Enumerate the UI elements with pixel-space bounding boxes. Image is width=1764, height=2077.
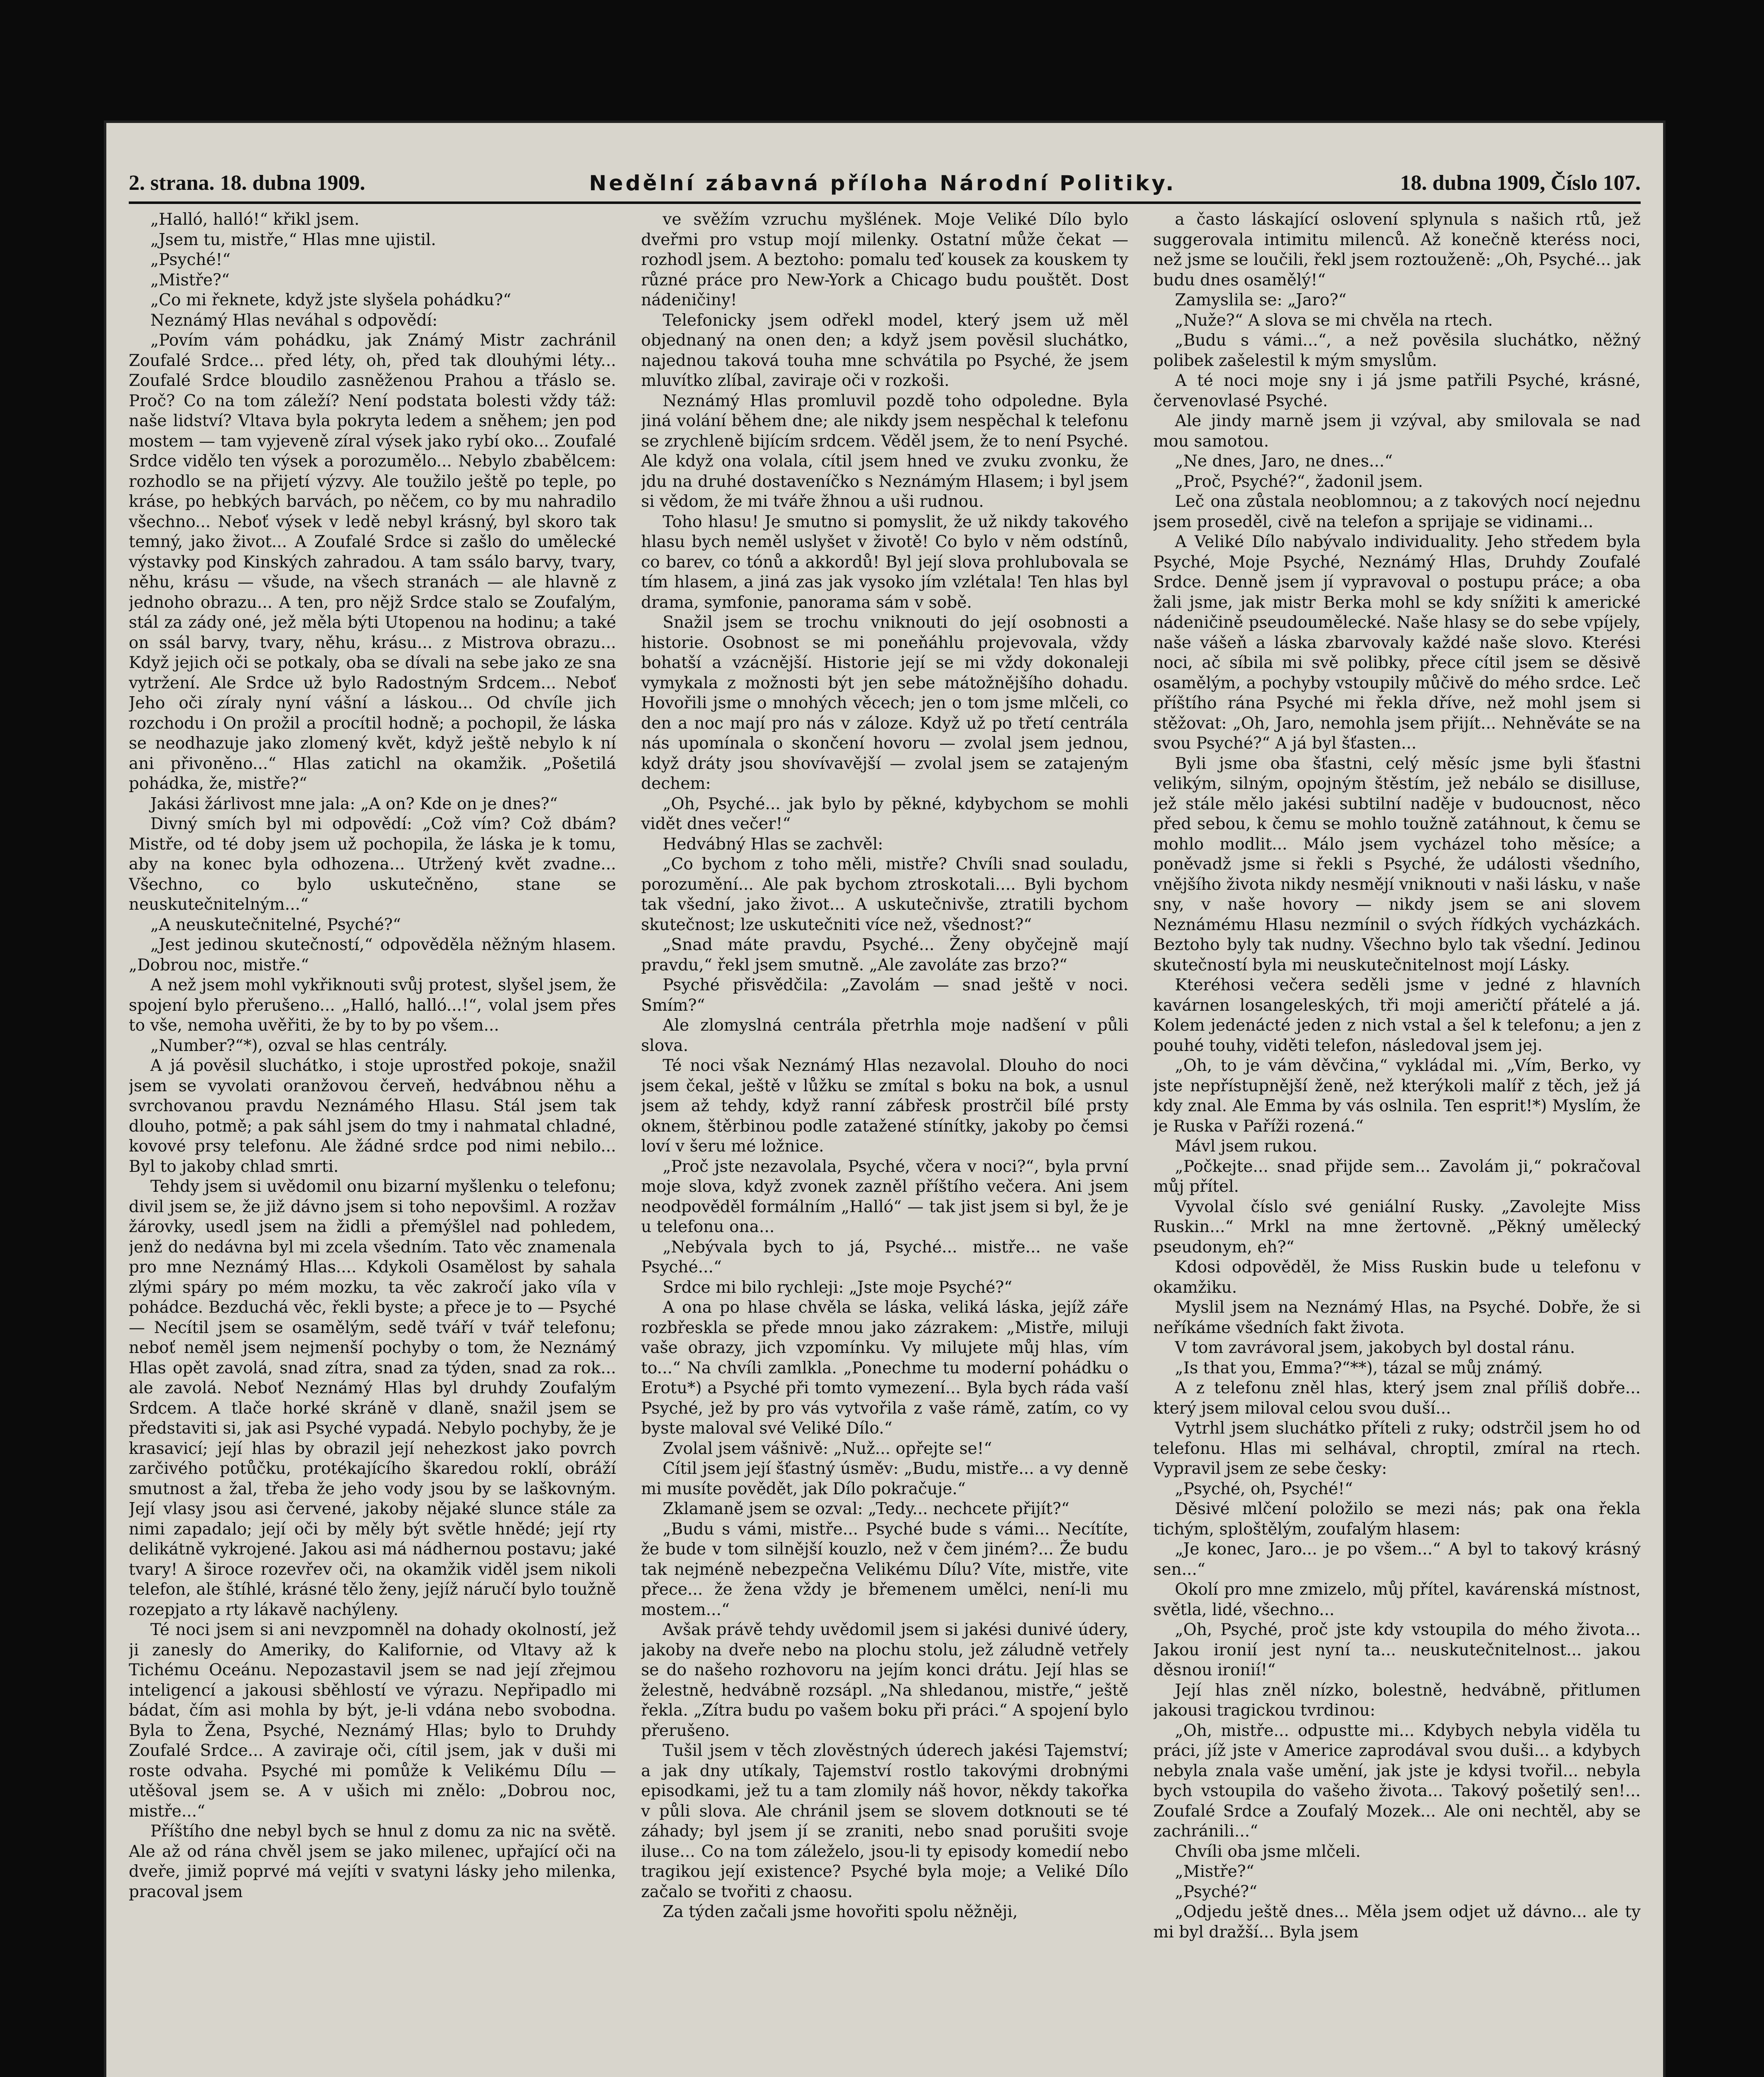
paragraph: Hedvábný Hlas se zachvěl: (662, 835, 883, 854)
column-1 (129, 210, 616, 2077)
paragraph: Tušil jsem v těch zlověstných úderech jakési Tajemství; a jak dny utíkaly, Tajemství rostlo takovými drobnými episodkami, jež tu a tam zlomily náš hovor, někdy takořka v půli slova. Ale chránil jsem se slovem dotknouti se té záhady; byl jsem jí se zraniti, nebo snad porušiti svoje iluse... Co na tom záleželo, jsou-li ty episody komedií nebo tragikou její existence? Psyché byla moje; a Veliké Dílo začalo se tvořiti z chaosu. (641, 1741, 1129, 1901)
paragraph: Mávl jsem rukou. (1175, 1137, 1317, 1156)
paragraph: Ale jindy marně jsem ji vzýval, aby smilovala se nad mou samotou. (1153, 412, 1641, 451)
paragraph: Avšak právě tehdy uvědomil jsem si jakési dunivé údery, jakoby na dveře nebo na plochu stolu, jež záludně vetřely se do našeho rozhovoru na jejím konci drátu. Její hlas se želestně, hedvábně rozsápl. „Na shledanou, mistře,“ ještě řekla. „Zítra budu po vašem boku při práci.“ A spojení bylo přerušeno. (641, 1620, 1129, 1740)
paragraph: „Ne dnes, Jaro, ne dnes...“ (1175, 452, 1393, 471)
paragraph: „Oh, to je vám děvčina,“ vykládal mi. „Vím, Berko, vy jste nepřístupnější ženě, než kterýkoli malíř z těch, jež já kdy znal. Ale Emma by vás oslnila. Ten esprit!*) Myslím, že je Ruska v Paříži rozená.“ (1153, 1056, 1641, 1136)
paragraph: Zamyslila se: „Jaro?“ (1175, 291, 1347, 309)
paragraph: Vytrhl jsem sluchátko příteli z ruky; odstrčil jsem ho od telefonu. Hlas mi selhával, chroptil, zmíral na rtech. Vypravil jsem ze sebe česky: (1153, 1419, 1641, 1478)
paragraph: Zklamaně jsem se ozval: „Tedy... nechcete přijít?“ (662, 1500, 1070, 1518)
paragraph: „Mistře?“ (150, 270, 230, 290)
paragraph: A ona po hlase chvěla se láska, veliká láska, jejíž záře rozbřeskla se přede mnou jako zázrakem: „Mistře, miluji vaše obrazy, jich vzpomínku. Vy milujete můj hlas, vím to...“ Na chvíli zamlkla. „Ponechme tu moderní pohádku o Erotu*) a Psyché při tomto vymezení... Byla bych ráda vaší Psyché, jež by pro vás vytvořila z vaše rámě, zatím, co vy byste maloval své Veliké Dílo.“ (641, 1298, 1129, 1438)
paragraph: „Budu s vámi, mistře... Psyché bude s vámi... Necítíte, že bude v tom silnější kouzlo, než v čem jiném?... Že budu tak nejméně nebezpečna Velikému Dílu? Víte, mistře, vite přece... že žena vždy je břemenem umělci, není-li mu mostem...“ (641, 1520, 1129, 1619)
text-columns (129, 210, 1641, 2077)
paragraph: Zvolal jsem vášnivě: „Nuž... opřejte se!“ (662, 1439, 992, 1458)
paragraph: „Odjedu ještě dnes... Měla jsem odjet už dávno... ale ty mi byl dražší... Byla jsem (1153, 1903, 1641, 1942)
paragraph: Děsivé mlčení položilo se mezi nás; pak ona řekla tichým, sploštělým, zoufalým hlasem: (1153, 1500, 1641, 1539)
paragraph: „Budu s vámi...“, a než pověsila sluchátko, něžný polibek zašelestil k mým smyslům. (1153, 331, 1641, 370)
paragraph: Kteréhosi večera seděli jsme v jedné z hlavních kavárnen losangeleských, tři moji američtí přátelé a já. Kolem jedenácté jeden z nich vstal a šel k telefonu; a jen z pouhé touhy, viděti telefon, následoval jsem jej. (1153, 976, 1641, 1055)
newspaper-page (104, 120, 1666, 2077)
paragraph: Její hlas zněl nízko, bolestně, hedvábně, přitlumen jakousi tragickou tvrdinou: (1153, 1681, 1641, 1720)
paragraph: Chvíli oba jsme mlčeli. (1175, 1842, 1361, 1861)
paragraph: Za týden začali jsme hovořiti spolu něžněji, (662, 1903, 1018, 1921)
paragraph: Vyvolal číslo své geniální Rusky. „Zavolejte Miss Ruskin...“ Mrkl na mne žertovně. „Pěkný umělecký pseudonym, eh?“ (1153, 1197, 1641, 1257)
paragraph: A než jsem mohl vykřiknouti svůj protest, slyšel jsem, že spojení bylo přerušeno... „Halló, halló...!“, volal jsem přes to vše, nemoha uvěřiti, že by to by po všem... (129, 976, 616, 1035)
paragraph: Kdosi odpověděl, že Miss Ruskin bude u telefonu v okamžiku. (1153, 1258, 1641, 1297)
paragraph: „Oh, Psyché, proč jste kdy vstoupila do mého života... Jakou ironií jest nyní ta... neuskutečnitelnost... jakou děsnou ironií!“ (1153, 1620, 1641, 1679)
page-header (129, 166, 1641, 195)
paragraph: A té noci moje sny i já jsme patřili Psyché, krásné, červenovlasé Psyché. (1153, 371, 1641, 410)
paragraph: Ale zlomyslná centrála přetrhla moje nadšení v půli slova. (641, 1016, 1129, 1055)
paragraph: „Proč jste nezavolala, Psyché, včera v noci?“, byla první moje slova, když zvonek zazněl příštího večera. Ani jsem neodpověděl formálním „Halló“ — tak jist jsem si byl, že je u telefonu ona... (641, 1157, 1129, 1236)
paragraph: Srdce mi bilo rychleji: „Jste moje Psyché?“ (662, 1278, 1013, 1297)
paragraph: Byli jsme oba šťastni, celý měsíc jsme byli šťastni velikým, silným, opojným štěstím, jež nebálo se disilluse, jež stále mělo jakési subtilní naděje v budoucnost, něco před sebou, k čemu se mohlo toužně zatáhnout, k čemu se mohlo modlit... Málo jsem vycházel toho měsíce; a poněvadž jsme si řekli s Psyché, že události všedního, vnějšího života nikdy nesmějí vniknouti v naši lásku, v naše sny, v naše hovory — nikdy jsem se ani slovem Neznámému Hlasu nezmínil o svých řídkých vycházkách. Beztoho byly tak nudny. Všechno bylo tak všední. Jedinou skutečností byla mi neuskutečnitelnost mojí Lásky. (1153, 754, 1641, 975)
paragraph: „Snad máte pravdu, Psyché... Ženy obyčejně mají pravdu,“ řekl jsem smutně. „Ale zavoláte zas brzo?“ (641, 935, 1129, 975)
column-2 (641, 210, 1128, 2077)
paragraph: Psyché přisvědčila: „Zavolám — snad ještě v noci. Smím?“ (641, 976, 1129, 1015)
paragraph: Neznámý Hlas neváhal s odpovědí: (150, 311, 438, 330)
paragraph: „Počkejte... snad přijde sem... Zavolám ji,“ pokračoval můj přítel. (1153, 1157, 1641, 1196)
paragraph: Té noci jsem si ani nevzpomněl na dohady okolností, jež ji zanesly do Ameriky, do Kalifornie, od Vltavy až k Tichému Oceánu. Nepozastavil jsem se nad její zřejmou inteligencí a jakousi sběhlostí ve výrazu. Nepřipadlo mi bádat, čím asi mohla by být, je-li vdána nebo svobodna. Byla to Žena, Psyché, Neznámý Hlas; bylo to Druhdy Zoufalé Srdce... A zaviraje oči, cítil jsem, jak v duši mi roste odvaha. Psyché mi pomůže k Velikému Dílu — utěšoval jsem se. A v ušich mi znělo: „Dobrou noc, mistře...“ (129, 1620, 616, 1821)
paragraph: „Is that you, Emma?“**), tázal se můj známý. (1175, 1358, 1543, 1377)
paragraph: Tehdy jsem si uvědomil onu bizarní myšlenku o telefonu; divil jsem se, že již dávno jsem si toho nepovšiml. A rozžav žárovky, usedl jsem na židli a přemýšlel nad pohledem, jenž do nedávna byl mi zcela všedním. Tato věc znamenala pro mne Neznámý Hlas.... Kdykoli Osamělost by sahala zlými spáry po mém mozku, ta věc zakročí jako víla v pohádce. Bezduchá věc, řekli byste; a přece je to — Psyché — Necítil jsem se osamělým, sedě tváří v tvář telefonu; neboť neměl jsem nejmenší pochyby o tom, že Neznámý Hlas opět zavolá, snad zítra, snad za týden, snad za rok... ale zavolá. Neboť Neznámý Hlas byl druhdy Zoufalým Srdcem. A tlače horké skráně v dlaně, snažil jsem se představiti si, jak asi Psyché vypadá. Nebylo pochyby, že je krasavicí; její hlas by obrazil její nehezkost jako povrch zarčivého potůčku, protékajícího škaredou roklí, obráží smutnost a žal, třeba že jeho vody jsou by se laškovným. Její vlasy jsou asi červené, jakoby nějaké slunce stále za nimi zapadalo; její oči by měly být světle hnědé; její rty delikátně vykrojené. Jakou asi má nádhernou postavu; jaké tvary! A široce rozevřev oči, na okamžik viděl jsem nikoli telefon, ale štíhlé, krásné tělo ženy, jejíž náručí bylo toužně rozepjato a rty lákavě nachýleny. (129, 1177, 616, 1619)
paragraph: Snažil jsem se trochu vniknouti do její osobnosti a historie. Osobnost se mi poneňáhlu projevovala, vždy bohatší a vzácnější. Historie její se mi vždy dokonaleji vymykala z možnosti být jen sebe mátožnějšího dohadu. Hovořili jsme o mnohých věcech; jen o tom jsme mlčeli, co den a noc mají pro nás v záloze. Když už po třetí centrála nás upomínala o skončení hovoru — zvolal jsem jednou, když dráty jsou shovívavější — zvolal jsem se zatajeným dechem: (641, 613, 1129, 793)
paragraph: V tom zavrávoral jsem, jakobych byl dostal ránu. (1175, 1338, 1575, 1357)
paragraph: Neznámý Hlas promluvil pozdě toho odpoledne. Byla jiná volání během dne; ale nikdy jsem nespěchal k telefonu se zrychleně bijícím srdcem. Věděl jsem, že to není Psyché. Ale když ona volala, cítil jsem hned ve zvuku zvonku, že jdu na druhé dostaveníčko s Neznámým Hlasem; i byl jsem si vědom, že mi tváře žhnou a uši rudnou. (641, 391, 1129, 511)
header-right: 18. dubna 1909, Číslo 107. (1400, 171, 1641, 195)
paragraph: Cítil jsem její šťastný úsměv: „Budu, mistře... a vy denně mi musíte povědět, jak Dílo pokračuje.“ (641, 1459, 1129, 1498)
paragraph: „Oh, Psyché... jak bylo by pěkné, kdybychom se mohli vidět dnes večer!“ (641, 794, 1129, 833)
paragraph: Příštího dne nebyl bych se hnul z domu za nic na světě. Ale až od rána chvěl jsem se jako milenec, upřající oči na dveře, jimiž poprvé má vejíti v svatyni lásky jeho milenka, pracoval jsem (129, 1822, 616, 1901)
paragraph: A já pověsil sluchátko, i stoje uprostřed pokoje, snažil jsem se vyvolati oranžovou červeň, hedvábnou něhu a svrchovanou pravdu Neznámého Hlasu. Stál jsem tak dlouho, potmě; a pak sáhl jsem do tmy i nahmatal chladné, kovové prsy telefonu. Ale žádné srdce pod nimi nebilo... Byl to jakoby chlad smrti. (129, 1056, 616, 1176)
paragraph: Myslil jsem na Neznámý Hlas, na Psyché. Dobře, že si neříkáme všedních fakt života. (1153, 1298, 1641, 1337)
header-left: 2. strana. 18. dubna 1909. (129, 171, 366, 195)
paragraph: „Nuže?“ A slova se mi chvěla na rtech. (1175, 311, 1493, 330)
paragraph: A z telefonu zněl hlas, který jsem znal příliš dobře... který jsem miloval celou svou duší... (1153, 1379, 1641, 1418)
paragraph: „Povím vám pohádku, jak Známý Mistr zachránil Zoufalé Srdce... před léty, oh, před tak dlouhými léty... Zoufalé Srdce bloudilo zasněženou Prahou a třáslo se. Proč? Co na tom záleží? Není podstata bolesti vždy táž: naše lidství? Vltava byla pokryta ledem a sněhem; jen pod mostem — tam vyjeveně zíral výsek jako rybí oko... Zoufalé Srdce vidělo ten výsek a porozumělo... Nebylo zbabělcem: rozhodlo se na přijetí výzvy. Ale toužilo ještě po teple, po kráse, po hebkých barvách, po něčem, co by mu nahradilo všechno... Neboť výsek v ledě nebyl krásný, byl skoro tak temný, jako život... A Zoufalé Srdce si zašlo do umělecké výstavky pod Kinských zahradou. A tam ssálo barvy, tvary, něhu, krásu — všude, na všech stranách — ale hlavně z jednoho obrazu... A ten, pro nějž Srdce stalo se Zoufalým, stál za zády oné, jež měla býti Utopenou na hodinu; a také on ssál barvy, tvary, něhu, krásu... z Mistrova obrazu... Když jejich oči se potkaly, oba se dívali na sebe jako ze sna vytržení. Ale Srdce už bylo Radostným Srdcem... Neboť Jeho oči zíraly nyní vášní a láskou... Od chvíle jich rozchodu i On prožil a procítil hodně; a pochopil, že láska se neodhazuje jako zlomený květ, když ještě nebylo k ní ani přivoněno...“ Hlas zatichl na okamžik. „Pošetilá pohádka, že, mistře?“ (129, 331, 616, 793)
paragraph: „Proč, Psyché?“, žadonil jsem. (1175, 472, 1423, 491)
paragraph: Té noci však Neznámý Hlas nezavolal. Dlouho do noci jsem čekal, ještě v lůžku se zmítal s boku na bok, a usnul jsem až tehdy, když ranní zábřesk prostrčil bílé prsty oknem, štěrbinou podle zatažené stínítky, jakoby po čemsi loví v šeru mé ložnice. (641, 1056, 1129, 1156)
column-3 (1153, 210, 1641, 2077)
paragraph: ve svěžím vzruchu myšlének. Moje Veliké Dílo bylo dveřmi pro vstup mojí milenky. Ostatní může čekat — rozhodl jsem. A beztoho: pomalu teď kousek za kouskem ty různé práce pro New-York a Chicago budu pouštět. Dost nádeničiny! (641, 210, 1129, 309)
paragraph: „A neuskutečnitelné, Psyché?“ (150, 915, 401, 934)
paragraph: „Jsem tu, mistře,“ Hlas mne ujistil. (150, 230, 436, 249)
paragraph: a často láskající oslovení splynula s našich rtů, jež suggerovala intimitu milenců. Až konečně kteréss noci, než jsme se loučili, řekl jsem roztouženě: „Oh, Psyché... jak budu dnes osamělý!“ (1153, 210, 1641, 290)
paragraph: „Oh, mistře... odpustte mi... Kdybych nebyla viděla tu práci, jíž jste v Americe zaprodával svou duši... a kdybych nebyla znala vaše umění, jak jste je kdysi tvořil... nebyla bych vstoupila do vašeho života... Takový pošetilý sen!... Zoufalé Srdce a Zoufalý Mozek... Ale oni nechtěl, aby se zachránili...“ (1153, 1721, 1641, 1841)
paragraph: A Veliké Dílo nabývalo individuality. Jeho středem byla Psyché, Moje Psyché, Neznámý Hlas, Druhdy Zoufalé Srdce. Denně jsem jí vypravoval o postupu práce; a oba žali jsme, jak mistr Berka mohl se kdy snížiti k americké nádeničině pseudoumělecké. Naše hlasy se do sebe vpíjely, naše vášeň a láska zbarvovaly každé naše slovo. Kterési noci, ač síbila mi svě polibky, přece cítil jsem se děsivě osamělým, a pochyby vstoupily můčivě do mého srdce. Leč příštího rána Psyché mi řekla dříve, než mohl jsem si stěžovat: „Oh, Jaro, nemohla jsem přijít... Nehněváte se na svou Psyché?“ A já byl šťasten... (1153, 533, 1641, 753)
paragraph: „Nebývala bych to já, Psyché... mistře... ne vaše Psyché...“ (641, 1237, 1129, 1277)
header-title: Nedělní zábavná příloha Národní Politiky. (589, 171, 1176, 195)
header-rule (129, 201, 1641, 204)
paragraph: „Halló, halló!“ křikl jsem. (150, 210, 360, 229)
paragraph: „Jest jedinou skutečností,“ odpověděla něžným hlasem. „Dobrou noc, mistře.“ (129, 935, 616, 975)
paragraph: „Mistře?“ (1175, 1862, 1254, 1881)
paragraph: „Co mi řeknete, když jste slyšela pohádku?“ (150, 291, 511, 309)
paragraph: „Je konec, Jaro... je po všem...“ A byl to takový krásný sen...“ (1153, 1540, 1641, 1579)
paragraph: „Psyché?“ (1175, 1882, 1257, 1901)
paragraph: Divný smích byl mi odpovědí: „Což vím? Což dbám? Mistře, od té doby jsem už pochopila, že láska je k tomu, aby na konec byla odhozena... Utržený květ zvadne... Všechno, co bylo uskutečněno, stane se neuskutečnitelným...“ (129, 815, 616, 914)
paragraph: Telefonicky jsem odřekl model, který jsem už měl objednaný na onen den; a když jsem pověsil sluchátko, najednou taková touha mne schvátila po Psyché, že jsem mluvítko zlíbal, zaviraje oči v rozkoši. (641, 311, 1129, 390)
paragraph: Leč ona zůstala neoblomnou; a z takových nocí nejednu jsem proseděl, civě na telefon a sprijaje se vidinami... (1153, 492, 1641, 531)
paragraph: Toho hlasu! Je smutno si pomyslit, že už nikdy takového hlasu bych neměl uslyšet v životě! Co bylo v něm odstínů, co barev, co tónů a akkordů! Byl její slova prohlubovala se tím hlasem, a jiná zas jak vysoko jím vzlétala! Ten hlas byl drama, symfonie, panorama sám v sobě. (641, 512, 1129, 612)
paragraph: „Number?“*), ozval se hlas centrály. (150, 1036, 448, 1055)
paragraph: „Psyché, oh, Psyché!“ (1175, 1479, 1353, 1498)
paragraph: Jakási žárlivost mne jala: „A on? Kde on je dnes?“ (150, 794, 558, 813)
paragraph: Okolí pro mne zmizelo, můj přítel, kavárenská místnost, světla, lidé, všechno... (1153, 1580, 1641, 1619)
paragraph: „Co bychom z toho měli, mistře? Chvíli snad souladu, porozumění... Ale pak bychom ztroskotali.... Byli bychom tak všední, jako život... A uskutečnivše, ztratili bychom skutečnost; lze uskutečniti více než, všednost?“ (641, 855, 1129, 934)
paragraph: „Psyché!“ (150, 250, 231, 269)
